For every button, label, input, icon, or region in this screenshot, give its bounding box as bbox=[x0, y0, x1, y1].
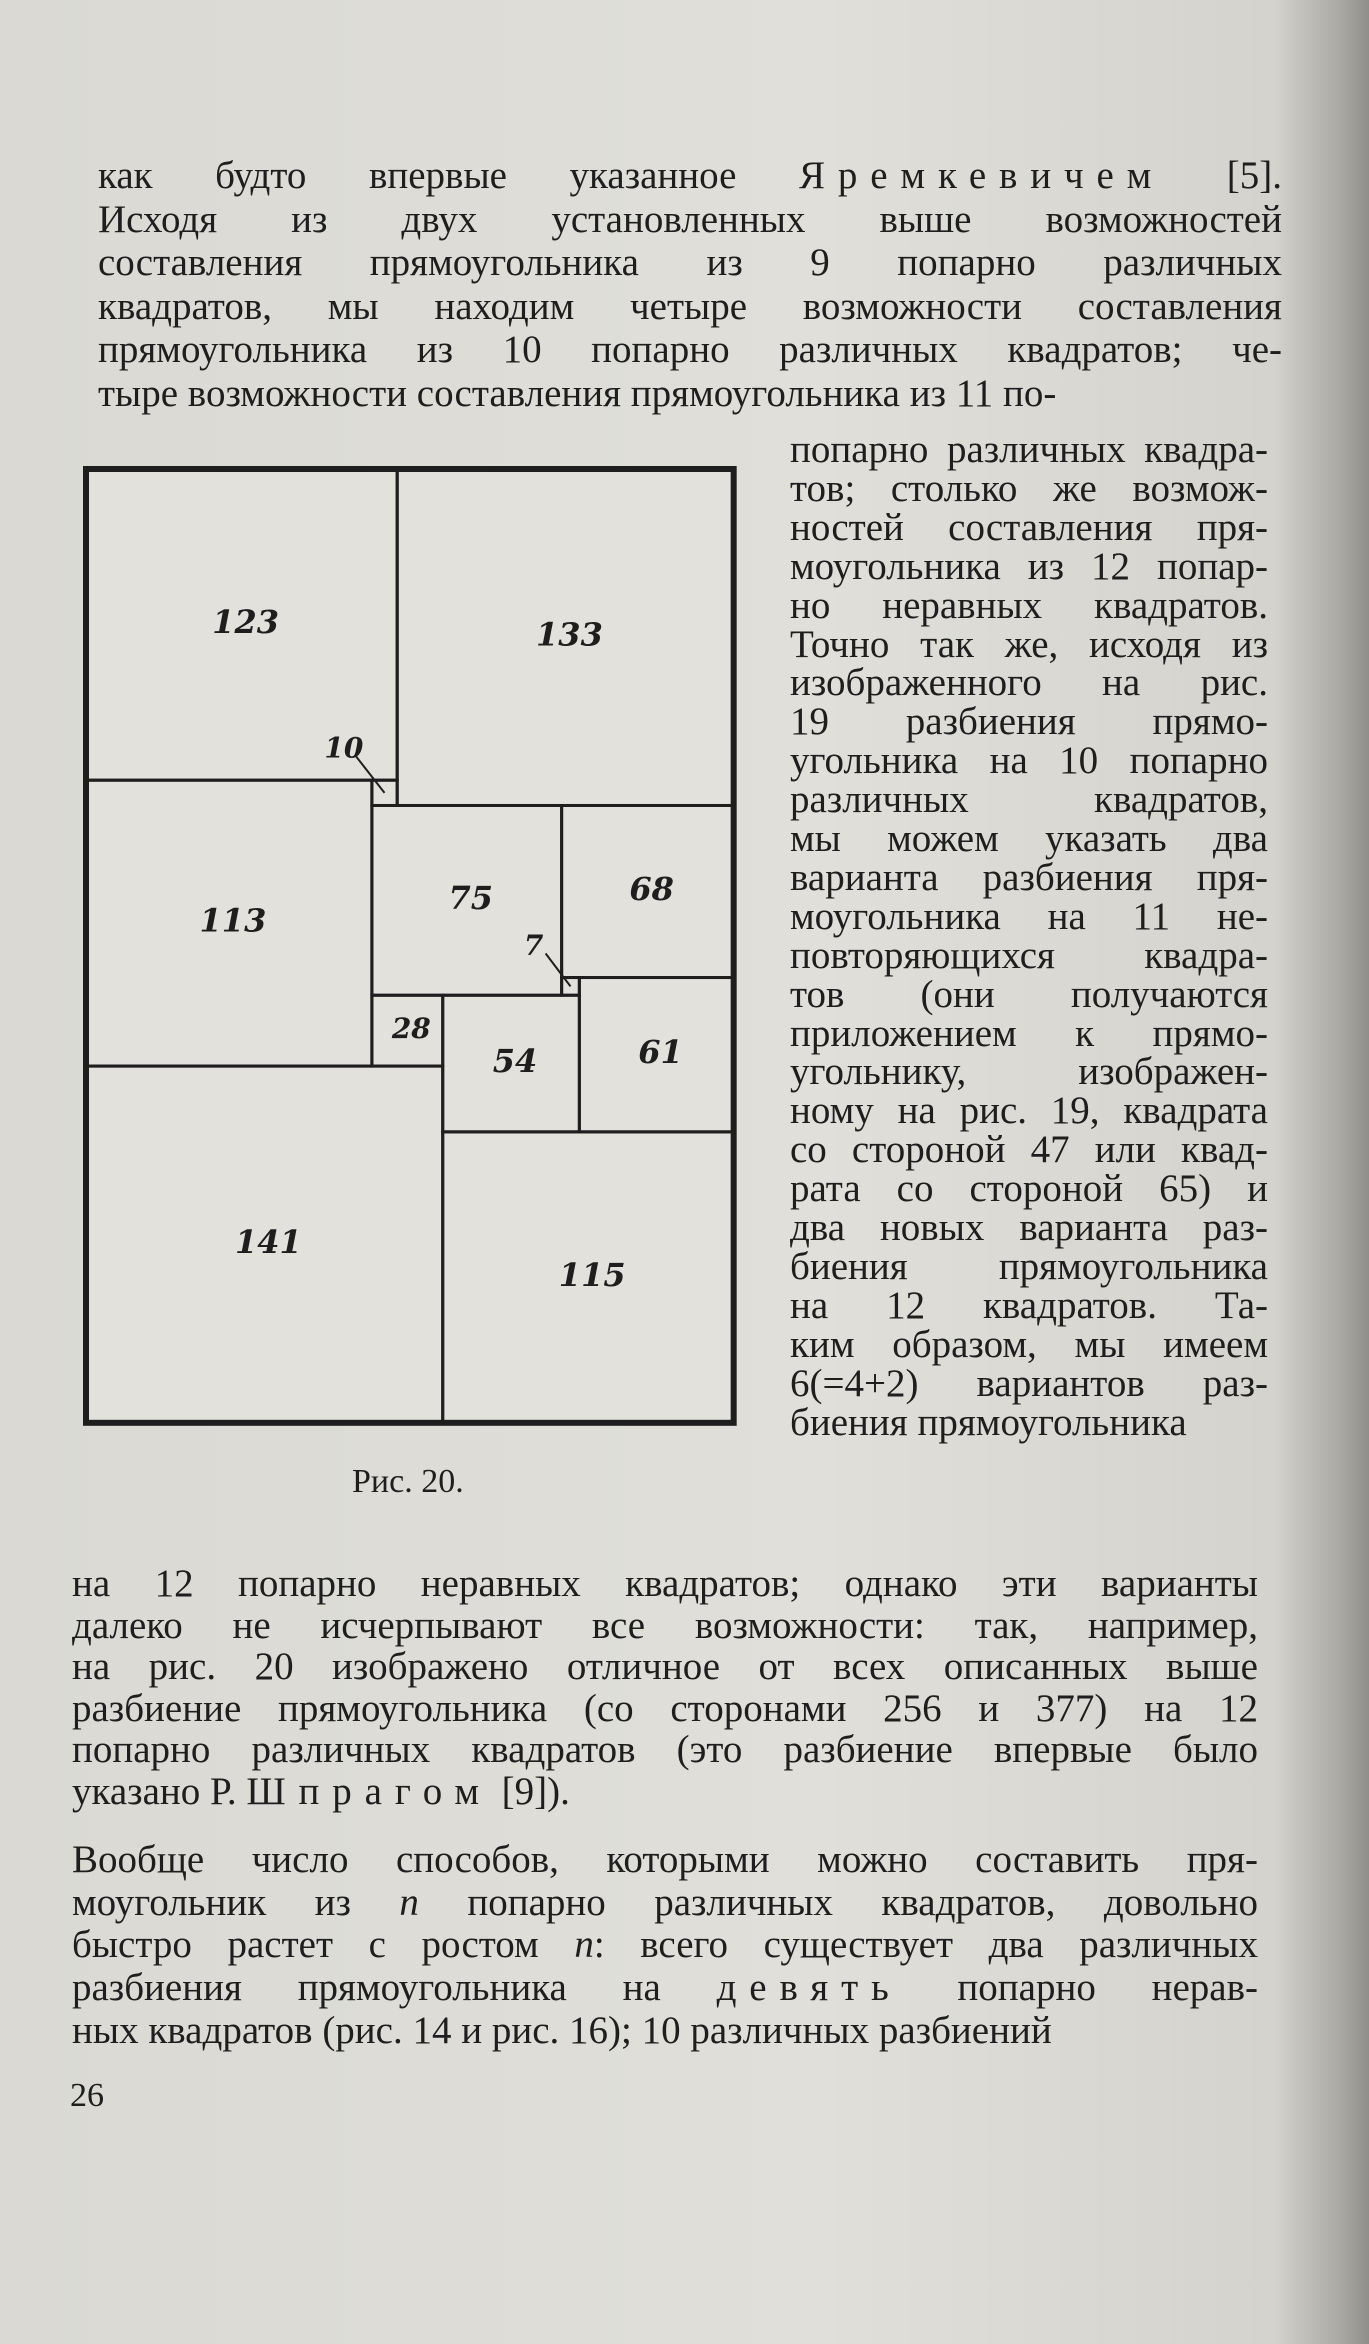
text-run: : всего существует два различных bbox=[593, 1923, 1258, 1967]
text-line bbox=[72, 1603, 1258, 1648]
text-run: разбиения прямоугольника на bbox=[72, 1966, 717, 2010]
outer-rectangle bbox=[86, 469, 734, 1423]
text-run: моугольника на 11 не- bbox=[790, 894, 1268, 938]
text-run: ким образом, мы имеем bbox=[790, 1322, 1268, 1366]
text-run: ному на рис. 19, квадрата bbox=[790, 1089, 1268, 1133]
spaced-name: Шпрагом bbox=[246, 1769, 492, 1813]
text-run: разбиение прямоугольника (со сторонами 256 и 377) на 12 bbox=[72, 1686, 1258, 1730]
square-label-133: 133 bbox=[536, 615, 603, 654]
italic-variable: n bbox=[399, 1880, 419, 1924]
text-run: далеко не исчерпывают все возможности: так, например, bbox=[72, 1603, 1258, 1647]
italic-variable: n bbox=[574, 1923, 594, 1967]
text-run: моугольник из bbox=[72, 1880, 400, 1924]
text-run: угольника на 10 попарно bbox=[790, 739, 1268, 783]
text-run: биения прямоугольника bbox=[790, 1400, 1187, 1444]
text-run: попарно нерав- bbox=[901, 1966, 1258, 2010]
text-run: составления прямоугольника из 9 попарно различных bbox=[98, 241, 1282, 284]
text-run: два новых варианта раз- bbox=[790, 1206, 1268, 1249]
square-label-123: 123 bbox=[212, 603, 279, 642]
text-run: [9]). bbox=[491, 1769, 570, 1813]
text-run: тов; столько же возмож- bbox=[790, 466, 1268, 510]
text-run: изображенного на рис. bbox=[790, 661, 1268, 705]
figure-caption: Рис. 20. bbox=[352, 1463, 464, 1500]
text-line bbox=[72, 1880, 1258, 1925]
text-run: Вообще число способов, которыми можно составить пря- bbox=[72, 1838, 1258, 1881]
text-run: но неравных квадратов. bbox=[790, 583, 1268, 627]
text-run: мы можем указать два bbox=[790, 817, 1268, 860]
text-run: ностей составления пря- bbox=[790, 505, 1268, 549]
text-run: рата со стороной 65) и bbox=[790, 1167, 1268, 1211]
text-run: угольнику, изображен- bbox=[790, 1050, 1268, 1094]
square-label-75: 75 bbox=[448, 878, 494, 917]
text-run: попарно различных квадратов (это разбиение впервые было bbox=[72, 1728, 1258, 1771]
text-run: как будто впервые указанное bbox=[98, 154, 799, 197]
rectangle-square-partition-figure bbox=[82, 465, 752, 1427]
text-run: биения прямоугольника bbox=[790, 1244, 1268, 1288]
text-run: прямоугольника из 10 попарно различных квадратов; че- bbox=[98, 328, 1282, 371]
text-run: моугольника из 12 попар- bbox=[790, 544, 1268, 588]
text-run: тыре возможности составления прямоугольника из 11 по- bbox=[98, 371, 1057, 415]
text-run: указано Р. bbox=[72, 1769, 247, 1813]
text-run: повторяющихся квадра- bbox=[790, 933, 1268, 977]
text-line bbox=[72, 1686, 1258, 1731]
square-label-61: 61 bbox=[638, 1033, 683, 1072]
text-line bbox=[72, 1965, 1258, 2010]
text-line bbox=[72, 1561, 1258, 1606]
text-line bbox=[72, 1922, 1258, 1967]
text-run: ных квадратов (рис. 14 и рис. 16); 10 различных разбиений bbox=[72, 2008, 1052, 2052]
square-label-141: 141 bbox=[234, 1222, 302, 1261]
square-label-115: 115 bbox=[558, 1255, 626, 1294]
square-label-54: 54 bbox=[492, 1042, 538, 1081]
text-run: на 12 квадратов. Та- bbox=[790, 1283, 1268, 1327]
square-label-113: 113 bbox=[199, 901, 267, 940]
text-line bbox=[98, 197, 1282, 242]
text-line bbox=[72, 1769, 1258, 1814]
text-line bbox=[98, 371, 1282, 416]
spaced-name: девять bbox=[716, 1966, 902, 2010]
text-run: различных квадратов, bbox=[790, 778, 1268, 822]
text-line bbox=[72, 2008, 1258, 2053]
text-line bbox=[72, 1837, 1258, 1882]
text-run: со стороной 47 или квад- bbox=[790, 1128, 1268, 1172]
text-run: Исходя из двух установленных выше возможностей bbox=[98, 197, 1282, 241]
text-run: тов (они получаются bbox=[790, 972, 1268, 1016]
text-run: попарно различных квадра- bbox=[790, 428, 1268, 471]
text-run: на рис. 20 изображено отличное от всех описанных выше bbox=[72, 1645, 1258, 1688]
text-line bbox=[98, 284, 1282, 329]
text-run: быстро растет с ростом bbox=[72, 1923, 575, 1967]
text-line bbox=[98, 240, 1282, 285]
text-run: на 12 попарно неравных квадратов; однако эти варианты bbox=[72, 1562, 1258, 1605]
square-label-10: 10 bbox=[324, 731, 364, 765]
text-line bbox=[98, 327, 1282, 372]
square-label-7: 7 bbox=[523, 929, 544, 963]
text-run: 19 разбиения прямо- bbox=[790, 700, 1268, 744]
text-line bbox=[72, 1644, 1258, 1689]
text-run: квадратов, мы находим четыре возможности составления bbox=[98, 284, 1282, 328]
text-run: Точно так же, исходя из bbox=[790, 622, 1268, 666]
text-line bbox=[790, 1400, 1268, 1445]
text-run: [5]. bbox=[1164, 154, 1282, 197]
square-label-68: 68 bbox=[629, 870, 674, 909]
text-run: попарно различных квадратов, довольно bbox=[418, 1880, 1258, 1924]
text-run: приложением к прямо- bbox=[790, 1011, 1268, 1055]
page-number: 26 bbox=[70, 2077, 104, 2114]
spaced-name: Яремкевичем bbox=[798, 154, 1165, 197]
text-line bbox=[98, 153, 1282, 198]
text-line bbox=[72, 1727, 1258, 1772]
text-run: 6(=4+2) вариантов раз- bbox=[790, 1361, 1268, 1405]
text-run: варианта разбиения пря- bbox=[790, 855, 1268, 899]
square-label-28: 28 bbox=[391, 1012, 431, 1046]
